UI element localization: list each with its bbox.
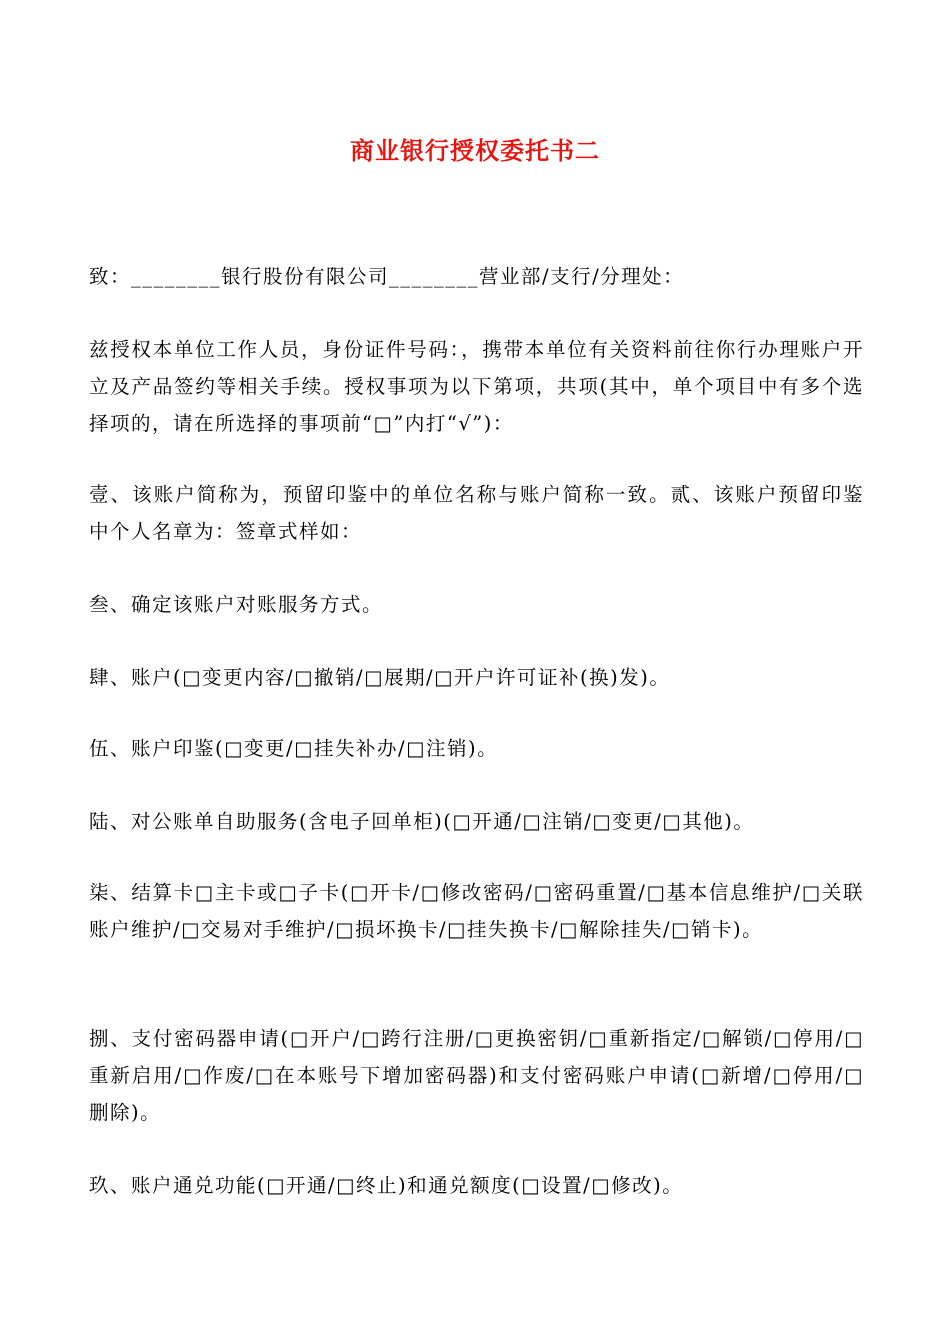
item-one-two-paragraph: 壹、该账户简称为，预留印鉴中的单位名称与账户简称一致。贰、该账户预留印鉴中个人名章为：签章式样如：: [89, 483, 864, 543]
item-eight-paragraph: 捌、支付密码器申请(□开户/□跨行注册/□更换密钥/□重新指定/□解锁/□停用/□重新启用/□作废/□在本账号下增加密码器)和支付密码账户申请(□新增/□停用/□删除)。: [89, 1027, 864, 1124]
item-four-paragraph: 肆、账户(□变更内容/□撤销/□展期/□开户许可证补(换)发)。: [89, 666, 671, 689]
authorization-paragraph: 兹授权本单位工作人员，身份证件号码：，携带本单位有关资料前往你行办理账户开立及产品签约等相关手续。授权事项为以下第项，共项(其中，单个项目中有多个选择项的，请在所选择的事项前“□”内打“√”)：: [89, 338, 864, 435]
item-three-paragraph: 叁、确定该账户对账服务方式。: [89, 593, 384, 616]
item-six-paragraph: 陆、对公账单自助服务(含电子回单柜)(□开通/□注销/□变更/□其他)。: [89, 810, 755, 833]
item-nine-paragraph: 玖、账户通兑功能(□开通/□终止)和通兑额度(□设置/□修改)。: [89, 1174, 684, 1197]
document-title: 商业银行授权委托书二: [350, 137, 600, 165]
item-five-paragraph: 伍、账户印鉴(□变更/□挂失补办/□注销)。: [89, 737, 499, 760]
addressee-line: 致：________银行股份有限公司________营业部/支行/分理处：: [89, 265, 685, 288]
item-seven-paragraph: 柒、结算卡□主卡或□子卡(□开卡/□修改密码/□密码重置/□基本信息维护/□关联账户维护/□交易对手维护/□损坏换卡/□挂失换卡/□解除挂失/□销卡)。: [89, 881, 864, 941]
